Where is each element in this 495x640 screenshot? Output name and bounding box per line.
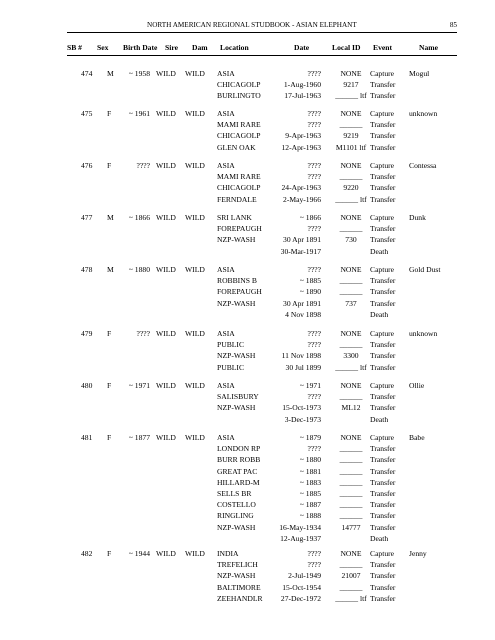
studbook-number: 477 bbox=[81, 213, 93, 222]
record-row bbox=[67, 548, 457, 559]
record-row bbox=[67, 339, 457, 350]
location: MAMI RARE bbox=[217, 120, 261, 130]
birth-date: ~ 1880 bbox=[128, 265, 150, 274]
studbook-number: 474 bbox=[81, 69, 93, 78]
sex: M bbox=[107, 69, 114, 78]
event-type: Transfer bbox=[370, 183, 396, 193]
local-id: NONE bbox=[340, 161, 362, 170]
record-row bbox=[67, 488, 457, 499]
sire: WILD bbox=[156, 329, 176, 338]
birth-date: ~ 1866 bbox=[128, 213, 150, 222]
event-type: Transfer bbox=[370, 91, 396, 101]
event-date: ???? bbox=[307, 560, 321, 570]
event-date: 2-May-1966 bbox=[283, 194, 321, 204]
animal-name: Ollie bbox=[409, 381, 425, 390]
animal-name: Dunk bbox=[409, 213, 426, 222]
event-date: 30 Jul 1899 bbox=[285, 362, 321, 372]
local-id: ______ ltf bbox=[335, 593, 367, 603]
local-id: 737 bbox=[345, 298, 357, 308]
local-id: ______ bbox=[339, 276, 363, 286]
event-date: 1-Aug-1960 bbox=[283, 80, 321, 90]
sex: F bbox=[107, 329, 112, 338]
event-type: Transfer bbox=[370, 455, 396, 465]
location: CHICAGOLP bbox=[217, 131, 261, 141]
local-id: NONE bbox=[340, 265, 362, 274]
dam: WILD bbox=[185, 109, 205, 118]
sire: WILD bbox=[156, 265, 176, 274]
location: GLEN OAK bbox=[217, 142, 256, 152]
dam: WILD bbox=[185, 213, 205, 222]
location: BURR ROBB bbox=[217, 455, 261, 465]
record-row bbox=[67, 533, 457, 544]
event-type: Transfer bbox=[370, 340, 396, 350]
event-date: ~ 1879 bbox=[299, 433, 321, 442]
studbook-number: 479 bbox=[81, 329, 93, 338]
event-type: Transfer bbox=[370, 276, 396, 286]
local-id: NONE bbox=[340, 433, 362, 442]
event-date: 12-Aug-1937 bbox=[280, 533, 321, 543]
col-location: Location bbox=[220, 43, 249, 52]
event-type: Transfer bbox=[370, 500, 396, 510]
event-date: ~ 1885 bbox=[299, 276, 321, 286]
dam: WILD bbox=[185, 433, 205, 442]
page-header bbox=[67, 20, 457, 33]
record-row bbox=[67, 454, 457, 465]
local-id: ______ bbox=[339, 488, 363, 498]
location: TREFELICH bbox=[217, 560, 258, 570]
local-id: ______ bbox=[339, 340, 363, 350]
event-type: Transfer bbox=[370, 142, 396, 152]
location: BURLINGTO bbox=[217, 91, 261, 101]
col-name: Name bbox=[419, 43, 438, 52]
event-date: 27-Dec-1972 bbox=[280, 593, 321, 603]
record-row bbox=[67, 350, 457, 361]
record-row bbox=[67, 130, 457, 141]
event-type: Transfer bbox=[370, 392, 396, 402]
record-row bbox=[67, 391, 457, 402]
local-id: ______ bbox=[339, 455, 363, 465]
event-date: 9-Apr-1963 bbox=[285, 131, 321, 141]
record-row bbox=[67, 522, 457, 533]
sex: F bbox=[107, 381, 112, 390]
location: NZP-WASH bbox=[217, 522, 256, 532]
local-id: 14777 bbox=[341, 522, 361, 532]
dam: WILD bbox=[185, 265, 205, 274]
sire: WILD bbox=[156, 69, 176, 78]
record-row bbox=[67, 593, 457, 604]
local-id: ______ bbox=[339, 392, 363, 402]
sex: F bbox=[107, 549, 112, 558]
event-type: Capture bbox=[370, 265, 395, 274]
record-row bbox=[67, 246, 457, 257]
sire: WILD bbox=[156, 549, 176, 558]
event-type: Capture bbox=[370, 433, 395, 442]
location: ASIA bbox=[217, 109, 235, 118]
col-dam: Dam bbox=[192, 43, 208, 52]
local-id: NONE bbox=[340, 549, 362, 558]
event-date: ~ 1888 bbox=[299, 511, 321, 521]
location: SELLS BR bbox=[217, 488, 252, 498]
col-birth-date: Birth Date bbox=[123, 43, 158, 52]
location: FERNDALE bbox=[217, 194, 257, 204]
studbook-record bbox=[67, 548, 457, 604]
local-id: ______ bbox=[339, 444, 363, 454]
studbook-record bbox=[67, 68, 457, 102]
record-row bbox=[67, 171, 457, 182]
event-date: ~ 1887 bbox=[299, 500, 321, 510]
event-type: Transfer bbox=[370, 172, 396, 182]
event-type: Capture bbox=[370, 213, 395, 222]
local-id: ______ ltf bbox=[335, 91, 367, 101]
location: LONDON RP bbox=[217, 444, 261, 454]
animal-name: unknown bbox=[409, 329, 438, 338]
event-date: 30 Apr 1891 bbox=[283, 235, 321, 245]
studbook-number: 475 bbox=[81, 109, 93, 118]
local-id: M1101 ltf bbox=[335, 142, 367, 152]
birth-date: ???? bbox=[136, 161, 150, 170]
col-event: Event bbox=[373, 43, 392, 52]
sire: WILD bbox=[156, 213, 176, 222]
record-row bbox=[67, 234, 457, 245]
event-type: Transfer bbox=[370, 522, 396, 532]
event-date: ~ 1881 bbox=[299, 466, 321, 476]
record-row bbox=[67, 380, 457, 391]
local-id: ML12 bbox=[341, 403, 361, 413]
location: BALTIMORE bbox=[217, 582, 261, 592]
event-date: 15-Oct-1954 bbox=[282, 582, 321, 592]
record-row bbox=[67, 499, 457, 510]
event-date: ???? bbox=[307, 444, 321, 454]
local-id: ______ bbox=[339, 172, 363, 182]
event-date: ???? bbox=[307, 161, 321, 170]
event-type: Transfer bbox=[370, 235, 396, 245]
col-local-id: Local ID bbox=[332, 43, 361, 52]
sire: WILD bbox=[156, 381, 176, 390]
page-number: 85 bbox=[449, 21, 457, 29]
event-type: Transfer bbox=[370, 571, 396, 581]
event-date: ~ 1885 bbox=[299, 488, 321, 498]
record-row bbox=[67, 275, 457, 286]
record-row bbox=[67, 432, 457, 443]
record-row bbox=[67, 477, 457, 488]
location: CHICAGOLP bbox=[217, 183, 261, 193]
event-date: 16-May-1934 bbox=[279, 522, 321, 532]
local-id: NONE bbox=[340, 381, 362, 390]
record-row bbox=[67, 264, 457, 275]
location: SRI LANK bbox=[217, 213, 252, 222]
event-type: Death bbox=[370, 246, 389, 256]
studbook-record bbox=[67, 212, 457, 257]
studbook-number: 481 bbox=[81, 433, 93, 442]
col-sb: SB # bbox=[67, 43, 82, 52]
record-row bbox=[67, 414, 457, 425]
event-type: Transfer bbox=[370, 120, 396, 130]
local-id: ______ bbox=[339, 287, 363, 297]
record-row bbox=[67, 510, 457, 521]
record-row bbox=[67, 182, 457, 193]
event-type: Death bbox=[370, 414, 389, 424]
event-type: Transfer bbox=[370, 466, 396, 476]
event-date: ???? bbox=[307, 392, 321, 402]
event-type: Capture bbox=[370, 329, 395, 338]
studbook-record bbox=[67, 264, 457, 320]
event-type: Transfer bbox=[370, 593, 396, 603]
event-date: ???? bbox=[307, 109, 321, 118]
event-type: Death bbox=[370, 533, 389, 543]
event-type: Transfer bbox=[370, 403, 396, 413]
location: SALISBURY bbox=[217, 392, 259, 402]
studbook-number: 480 bbox=[81, 381, 93, 390]
record-row bbox=[67, 582, 457, 593]
record-row bbox=[67, 286, 457, 297]
event-date: ~ 1866 bbox=[299, 213, 321, 222]
event-date: ~ 1971 bbox=[299, 381, 321, 390]
location: ASIA bbox=[217, 265, 235, 274]
studbook-number: 482 bbox=[81, 549, 93, 558]
local-id: ______ bbox=[339, 560, 363, 570]
event-type: Capture bbox=[370, 549, 395, 558]
local-id: ______ bbox=[339, 500, 363, 510]
event-type: Transfer bbox=[370, 351, 396, 361]
dam: WILD bbox=[185, 549, 205, 558]
location: GREAT PAC bbox=[217, 466, 258, 476]
animal-name: Jenny bbox=[409, 549, 427, 558]
col-sex: Sex bbox=[97, 43, 109, 52]
location: NZP-WASH bbox=[217, 571, 256, 581]
location: FOREPAUGH bbox=[217, 224, 262, 234]
event-date: ???? bbox=[307, 172, 321, 182]
event-date: 30-Mar-1917 bbox=[280, 246, 321, 256]
event-date: 24-Apr-1963 bbox=[281, 183, 321, 193]
event-type: Capture bbox=[370, 161, 395, 170]
record-row bbox=[67, 328, 457, 339]
event-date: ???? bbox=[307, 224, 321, 234]
record-row bbox=[67, 68, 457, 79]
local-id: 21007 bbox=[341, 571, 361, 581]
event-date: ~ 1890 bbox=[299, 287, 321, 297]
record-row bbox=[67, 559, 457, 570]
local-id: NONE bbox=[340, 213, 362, 222]
location: ASIA bbox=[217, 69, 235, 78]
record-row bbox=[67, 79, 457, 90]
event-date: 3-Dec-1973 bbox=[284, 414, 321, 424]
local-id: ______ bbox=[339, 477, 363, 487]
event-type: Transfer bbox=[370, 298, 396, 308]
event-date: ???? bbox=[307, 329, 321, 338]
local-id: ______ ltf bbox=[335, 362, 367, 372]
animal-name: Mogul bbox=[409, 69, 430, 78]
location: CHICAGOLP bbox=[217, 80, 261, 90]
local-id: 730 bbox=[345, 235, 357, 245]
event-date: ???? bbox=[307, 340, 321, 350]
animal-name: unknown bbox=[409, 109, 438, 118]
event-type: Transfer bbox=[370, 194, 396, 204]
record-row bbox=[67, 223, 457, 234]
record-row bbox=[67, 119, 457, 130]
event-type: Capture bbox=[370, 69, 395, 78]
local-id: ______ bbox=[339, 466, 363, 476]
record-row bbox=[67, 298, 457, 309]
event-date: 15-Oct-1973 bbox=[282, 403, 321, 413]
local-id: ______ bbox=[339, 120, 363, 130]
dam: WILD bbox=[185, 381, 205, 390]
event-type: Transfer bbox=[370, 362, 396, 372]
birth-date: ~ 1961 bbox=[128, 109, 150, 118]
event-type: Transfer bbox=[370, 80, 396, 90]
birth-date: ~ 1877 bbox=[128, 433, 150, 442]
sex: M bbox=[107, 265, 114, 274]
event-date: ~ 1883 bbox=[299, 477, 321, 487]
record-row bbox=[67, 309, 457, 320]
location: HILLARD-M bbox=[217, 477, 260, 487]
event-type: Transfer bbox=[370, 287, 396, 297]
sire: WILD bbox=[156, 109, 176, 118]
location: ASIA bbox=[217, 161, 235, 170]
event-type: Transfer bbox=[370, 444, 396, 454]
record-row bbox=[67, 466, 457, 477]
local-id: ______ bbox=[339, 224, 363, 234]
location: PUBLIC bbox=[217, 340, 245, 350]
event-date: 4 Nov 1898 bbox=[285, 309, 321, 319]
local-id: ______ bbox=[339, 582, 363, 592]
sex: F bbox=[107, 161, 112, 170]
local-id: ______ bbox=[339, 511, 363, 521]
location: NZP-WASH bbox=[217, 298, 256, 308]
location: ROBBINS B bbox=[217, 276, 257, 286]
animal-name: Gold Dust bbox=[409, 265, 441, 274]
birth-date: ~ 1971 bbox=[128, 381, 150, 390]
studbook-number: 478 bbox=[81, 265, 93, 274]
event-type: Transfer bbox=[370, 511, 396, 521]
event-type: Capture bbox=[370, 381, 395, 390]
event-date: 2-Jul-1949 bbox=[288, 571, 321, 581]
location: ZEEHANDLR bbox=[217, 593, 263, 603]
event-date: 17-Jul-1963 bbox=[284, 91, 321, 101]
record-row bbox=[67, 90, 457, 101]
page-title: NORTH AMERICAN REGIONAL STUDBOOK - ASIAN ELEPHANT bbox=[147, 21, 357, 29]
location: INDIA bbox=[217, 549, 239, 558]
col-sire: Sire bbox=[165, 43, 178, 52]
studbook-record bbox=[67, 108, 457, 153]
location: NZP-WASH bbox=[217, 351, 256, 361]
studbook-record bbox=[67, 432, 457, 544]
record-row bbox=[67, 570, 457, 581]
sex: M bbox=[107, 213, 114, 222]
studbook-record bbox=[67, 380, 457, 425]
birth-date: ???? bbox=[136, 329, 150, 338]
location: NZP-WASH bbox=[217, 235, 256, 245]
sire: WILD bbox=[156, 433, 176, 442]
studbook-number: 476 bbox=[81, 161, 93, 170]
birth-date: ~ 1958 bbox=[128, 69, 150, 78]
local-id: 9220 bbox=[343, 183, 359, 193]
sex: F bbox=[107, 433, 112, 442]
record-row bbox=[67, 212, 457, 223]
record-row bbox=[67, 194, 457, 205]
event-type: Transfer bbox=[370, 131, 396, 141]
record-row bbox=[67, 402, 457, 413]
event-type: Transfer bbox=[370, 488, 396, 498]
location: FOREPAUGH bbox=[217, 287, 262, 297]
local-id: 9217 bbox=[343, 80, 359, 90]
location: PUBLIC bbox=[217, 362, 245, 372]
record-row bbox=[67, 362, 457, 373]
location: NZP-WASH bbox=[217, 403, 256, 413]
record-row bbox=[67, 142, 457, 153]
record-row bbox=[67, 443, 457, 454]
location: ASIA bbox=[217, 381, 235, 390]
col-date: Date bbox=[294, 43, 310, 52]
dam: WILD bbox=[185, 161, 205, 170]
event-type: Transfer bbox=[370, 224, 396, 234]
animal-name: Contessa bbox=[409, 161, 437, 170]
location: RINGLING bbox=[217, 511, 254, 521]
local-id: 3300 bbox=[343, 351, 359, 361]
dam: WILD bbox=[185, 329, 205, 338]
event-date: ???? bbox=[307, 549, 321, 558]
location: ASIA bbox=[217, 329, 235, 338]
event-date: 11 Nov 1898 bbox=[281, 351, 321, 361]
event-date: ???? bbox=[307, 120, 321, 130]
local-id: NONE bbox=[340, 329, 362, 338]
local-id: 9219 bbox=[343, 131, 359, 141]
event-date: 30 Apr 1891 bbox=[283, 298, 321, 308]
sex: F bbox=[107, 109, 112, 118]
column-header-row bbox=[67, 42, 457, 56]
sire: WILD bbox=[156, 161, 176, 170]
event-date: ~ 1880 bbox=[299, 455, 321, 465]
event-type: Transfer bbox=[370, 477, 396, 487]
location: COSTELLO bbox=[217, 500, 256, 510]
local-id: ______ ltf bbox=[335, 194, 367, 204]
local-id: NONE bbox=[340, 69, 362, 78]
studbook-record bbox=[67, 160, 457, 205]
studbook-record bbox=[67, 328, 457, 373]
animal-name: Babe bbox=[409, 433, 425, 442]
location: ASIA bbox=[217, 433, 235, 442]
record-row bbox=[67, 108, 457, 119]
birth-date: ~ 1944 bbox=[128, 549, 150, 558]
event-type: Transfer bbox=[370, 560, 396, 570]
event-type: Capture bbox=[370, 109, 395, 118]
local-id: NONE bbox=[340, 109, 362, 118]
event-type: Death bbox=[370, 309, 389, 319]
record-row bbox=[67, 160, 457, 171]
event-date: 12-Apr-1963 bbox=[281, 142, 321, 152]
event-date: ???? bbox=[307, 69, 321, 78]
location: MAMI RARE bbox=[217, 172, 261, 182]
dam: WILD bbox=[185, 69, 205, 78]
event-date: ???? bbox=[307, 265, 321, 274]
event-type: Transfer bbox=[370, 582, 396, 592]
